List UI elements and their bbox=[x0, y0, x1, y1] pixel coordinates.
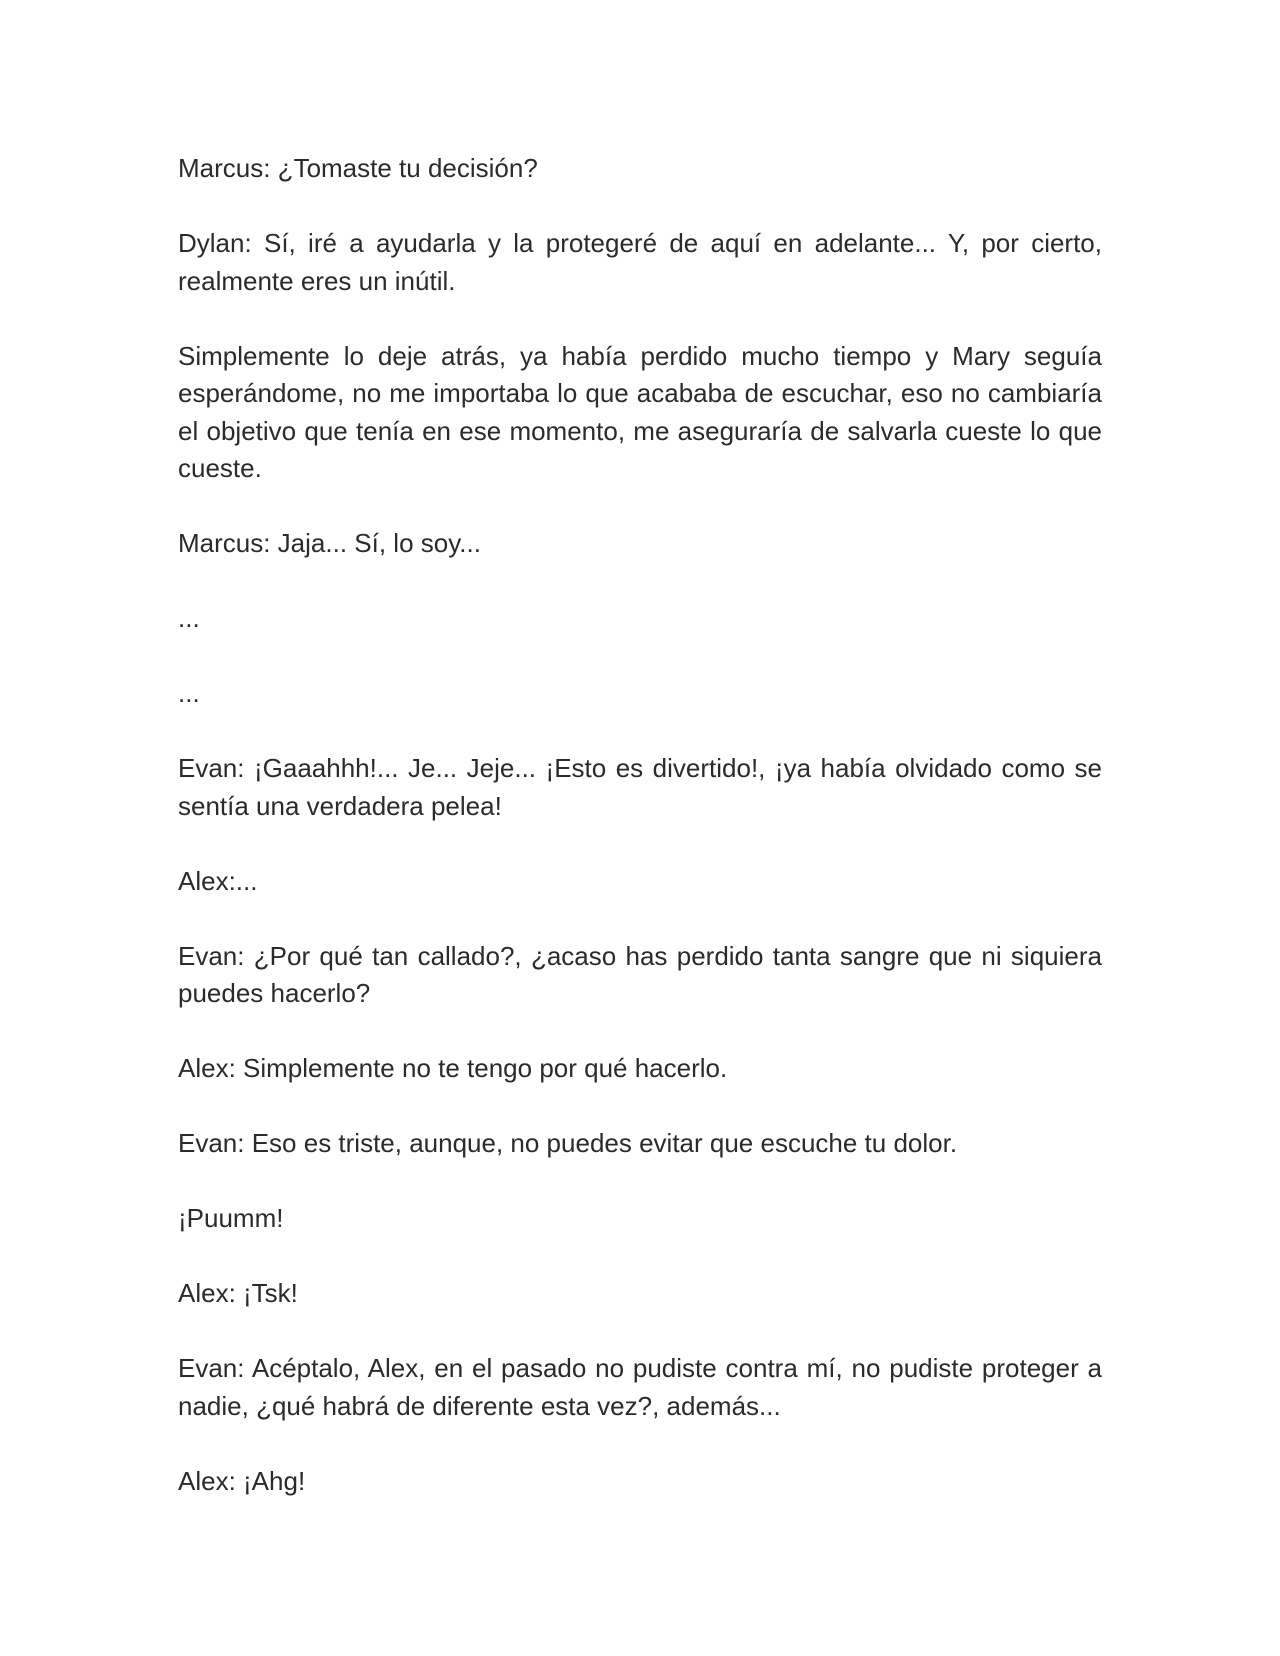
paragraph: ... bbox=[178, 603, 200, 633]
paragraph: Evan: ¡Gaaahhh!... Je... Jeje... ¡Esto es divertido!, ¡ya había olvidado como se sentía una verdadera pelea! bbox=[178, 753, 1102, 821]
paragraph: ¡Puumm! bbox=[178, 1203, 284, 1233]
paragraph: Dylan: Sí, iré a ayudarla y la protegeré de aquí en adelante... Y, por cierto, realmente eres un inútil. bbox=[178, 228, 1102, 296]
paragraph: Evan: Eso es triste, aunque, no puedes evitar que escuche tu dolor. bbox=[178, 1128, 958, 1158]
paragraph: Alex: ¡Tsk! bbox=[178, 1278, 298, 1308]
paragraph: Marcus: Jaja... Sí, lo soy... bbox=[178, 528, 481, 558]
paragraph: Alex: ¡Ahg! bbox=[178, 1465, 306, 1496]
paragraph: Alex: Simplemente no te tengo por qué hacerlo. bbox=[178, 1053, 728, 1083]
paragraph: Evan: ¿Por qué tan callado?, ¿acaso has perdido tanta sangre que ni siquiera puedes hacerlo? bbox=[178, 940, 1102, 1008]
paragraph: Marcus: ¿Tomaste tu decisión? bbox=[178, 153, 538, 183]
paragraph: ... bbox=[178, 678, 200, 708]
paragraph: Alex:... bbox=[178, 865, 258, 896]
document-body bbox=[178, 150, 1102, 1500]
paragraph: Evan: Acéptalo, Alex, en el pasado no pudiste contra mí, no pudiste proteger a nadie, ¿qué habrá de diferente esta vez?, además... bbox=[178, 1353, 1102, 1421]
paragraph: Simplemente lo deje atrás, ya había perdido mucho tiempo y Mary seguía esperándome, no me importaba lo que acababa de escuchar, eso no cambiaría el objetivo que tenía en ese momento, me aseguraría de salvarla cueste lo que cueste. bbox=[178, 340, 1102, 483]
